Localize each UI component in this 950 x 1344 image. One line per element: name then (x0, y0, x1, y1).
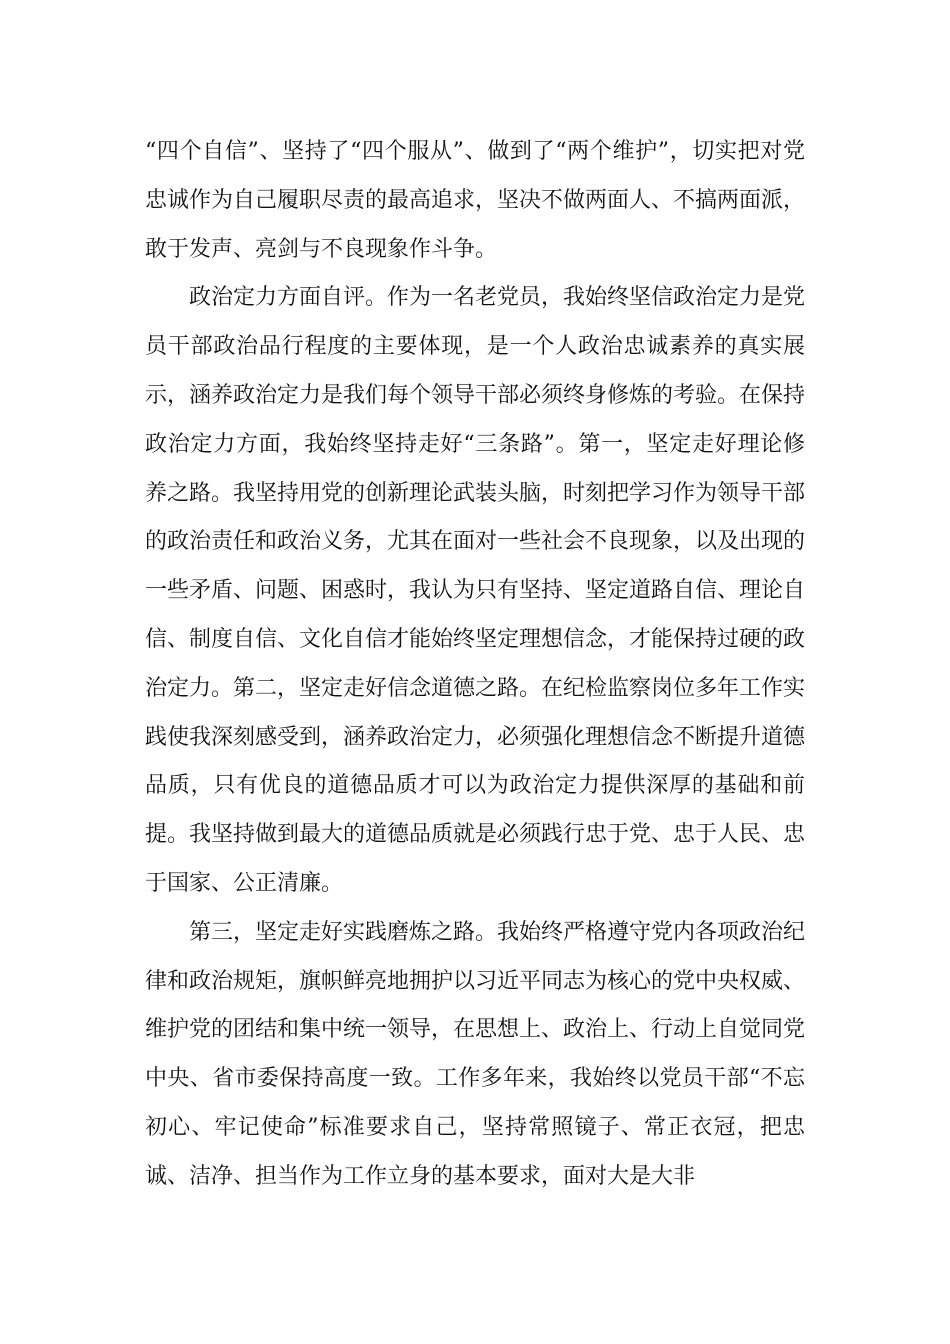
document-body (145, 128, 805, 1202)
paragraph-2: 政治定力方面自评。作为一名老党员，我始终坚信政治定力是党员干部政治品行程度的主要体现，是一个人政治忠诚素养的真实展示，涵养政治定力是我们每个领导干部必须终身修炼的考验。在保持政治定力方面，我始终坚持走好“三条路”。第一，坚定走好理论修养之路。我坚持用党的创新理论武装头脑，时刻把学习作为领导干部的政治责任和政治义务，尤其在面对一些社会不良现象，以及出现的一些矛盾、问题、困惑时，我认为只有坚持、坚定道路自信、理论自信、制度自信、文化自信才能始终坚定理想信念，才能保持过硬的政治定力。第二，坚定走好信念道德之路。在纪检监察岗位多年工作实践使我深刻感受到，涵养政治定力，必须强化理想信念不断提升道德品质，只有优良的道德品质才可以为政治定力提供深厚的基础和前提。我坚持做到最大的道德品质就是必须践行忠于党、忠于人民、忠于国家、公正清廉。 (145, 285, 806, 896)
paragraph-3: 第三，坚定走好实践磨炼之路。我始终严格遵守党内各项政治纪律和政治规矩，旗帜鲜亮地拥护以习近平同志为核心的党中央权威、维护党的团结和集中统一领导，在思想上、政治上、行动上自觉同党中央、省市委保持高度一致。工作多年来，我始终以党员干部“不忘初心、牢记使命”标准要求自己，坚持常照镜子、常正衣冠，把忠诚、洁净、担当作为工作立身的基本要求，面对大是大非 (145, 919, 806, 1189)
paragraph-1: “四个自信”、坚持了“四个服从”、做到了“两个维护”，切实把对党忠诚作为自己履职尽责的最高追求，坚决不做两面人、不搞两面派，敢于发声、亮剑与不良现象作斗争。 (145, 139, 806, 262)
